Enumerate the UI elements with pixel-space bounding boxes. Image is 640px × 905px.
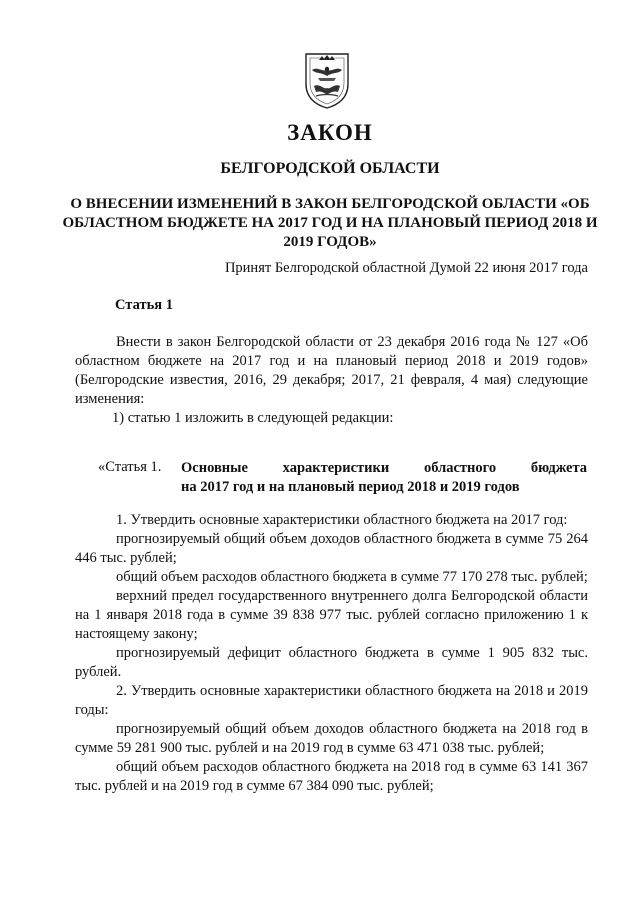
quoted-article-title-line2: на 2017 год и на плановый период 2018 и 2019 годов xyxy=(181,479,520,495)
amendment-title: О ВНЕСЕНИИ ИЗМЕНЕНИЙ В ЗАКОН БЕЛГОРОДСКОЙ ОБЛАСТИ «ОБ ОБЛАСТНОМ БЮДЖЕТЕ НА 2017 ГОД И НА ПЛАНОВЫЙ ПЕРИОД 2018 И 2019 ГОДОВ» xyxy=(62,196,598,250)
body-paragraph: 2. Утвердить основные характеристики областного бюджета на 2018 и 2019 годы: xyxy=(75,683,588,718)
body-paragraph: прогнозируемый дефицит областного бюджета в сумме 1 905 832 тыс. рублей. xyxy=(75,645,588,680)
body-paragraph: верхний предел государственного внутреннего долга Белгородской области на 1 января 2018 года в сумме 39 838 977 тыс. рублей согласно приложению 1 к настоящему закону; xyxy=(75,588,588,642)
quoted-article-title-line1: Основные характеристики областного бюджета xyxy=(181,460,587,476)
amendment-item-1: 1) статью 1 изложить в следующей редакции: xyxy=(112,410,394,426)
adoption-note: Принят Белгородской областной Думой 22 июня 2017 года xyxy=(224,260,588,276)
article-intro xyxy=(75,333,588,409)
body-paragraph: общий объем расходов областного бюджета на 2018 год в сумме 63 141 367 тыс. рублей и на 2019 год в сумме 67 384 090 тыс. рублей; xyxy=(75,759,588,794)
intro-paragraph: Внести в закон Белгородской области от 23 декабря 2016 года № 127 «Об областном бюджете на 2017 год и на плановый период 2018 и 2019 годов» (Белгородские известия, 2016, 29 декабря; 2017, 21 февраля, 4 мая) следующие изменения: xyxy=(75,334,588,407)
quoted-article-label: «Статья 1. xyxy=(98,459,162,475)
body-paragraph: 1. Утвердить основные характеристики областного бюджета на 2017 год: xyxy=(116,512,568,528)
coat-of-arms-icon xyxy=(302,50,352,110)
region-title: БЕЛГОРОДСКОЙ ОБЛАСТИ xyxy=(220,160,440,177)
law-title: ЗАКОН xyxy=(287,120,373,145)
body-paragraph: общий объем расходов областного бюджета в сумме 77 170 278 тыс. рублей; xyxy=(116,569,588,585)
body-paragraph: прогнозируемый общий объем доходов областного бюджета на 2018 год в сумме 59 281 900 тыс. рублей и на 2019 год в сумме 63 471 038 тыс. рублей; xyxy=(75,721,588,756)
article-body xyxy=(75,511,588,796)
article-heading: Статья 1 xyxy=(115,297,173,313)
body-paragraph: прогнозируемый общий объем доходов областного бюджета в сумме 75 264 446 тыс. рублей; xyxy=(75,531,588,566)
